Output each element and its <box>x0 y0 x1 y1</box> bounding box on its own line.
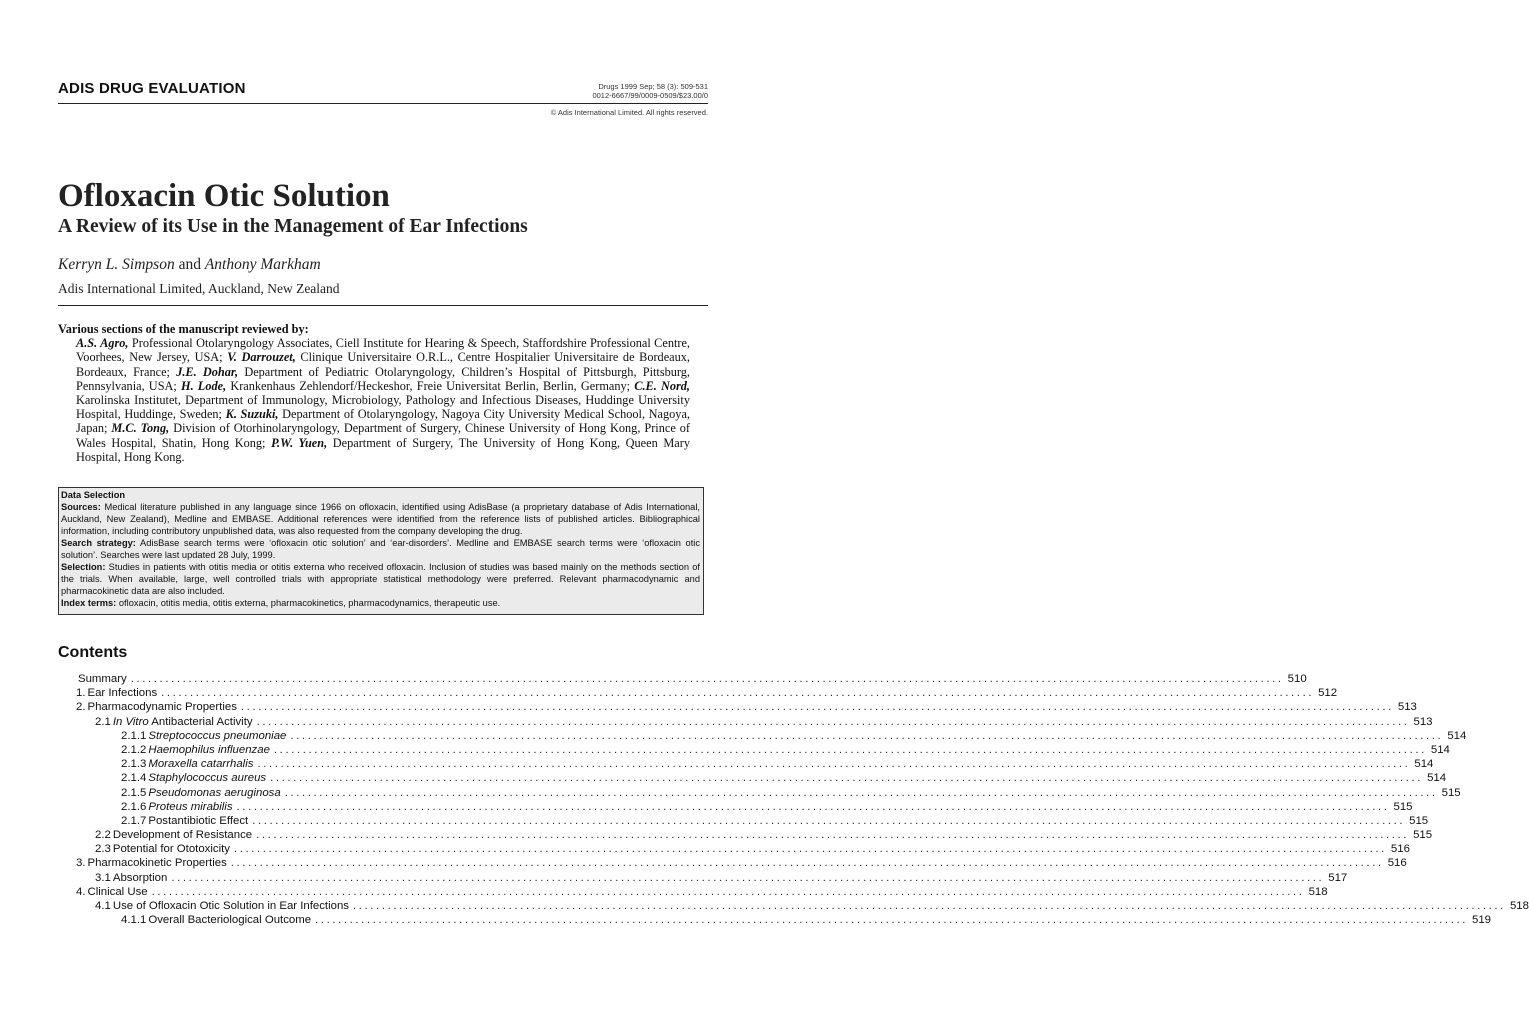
toc-dot-leader: ........................................................................................................................................................................................................ <box>353 900 1506 912</box>
toc-entry[interactable] <box>76 772 1447 786</box>
toc-entry-number: 2.1.6 <box>121 800 147 813</box>
toc-entry-text: Development of Resistance <box>112 829 253 842</box>
toc-entry[interactable] <box>76 829 1433 843</box>
toc-entry[interactable] <box>76 885 1328 900</box>
toc-entry-italic-text: Moraxella catarrhalis <box>148 758 254 771</box>
toc-entry-title <box>86 687 158 699</box>
toc-entry-page: 516 <box>1387 857 1407 870</box>
toc-entry-text: Absorption <box>112 871 168 884</box>
toc-dot-leader: ........................................................................................................................................................................................................ <box>233 843 1387 856</box>
toc-entry-page: 519 <box>1471 914 1491 927</box>
toc-entry-page: 515 <box>1409 814 1429 827</box>
sources-label: Sources: <box>61 502 101 512</box>
toc-entry[interactable] <box>76 871 1348 886</box>
toc-entry-page: 515 <box>1393 800 1413 813</box>
sources-paragraph <box>61 501 700 537</box>
toc-entry-number: 1. <box>76 687 86 700</box>
citation-block <box>592 82 708 100</box>
index-terms-text: ofloxacin, otitis media, otitis externa, pharmacokinetics, pharmacodynamics, therapeutic use. <box>116 598 501 608</box>
toc-dot-leader: ........................................................................................................................................................................................................ <box>315 914 1468 927</box>
toc-entry-title <box>111 843 230 855</box>
toc-entry-title <box>86 886 148 898</box>
toc-entry-title <box>146 772 266 784</box>
toc-entry-number: 2.1.4 <box>121 772 147 785</box>
toc-entry-title <box>146 801 232 813</box>
toc-entry[interactable] <box>76 814 1429 829</box>
title-rule <box>58 305 708 306</box>
table-of-contents <box>76 673 1529 928</box>
reviewer-name: M.C. Tong, <box>111 421 170 436</box>
reviewer-affiliation: Krankenhaus Zehlendorf/Heckeshor, Freie Universitat Berlin, Berlin, Germany; <box>226 378 635 393</box>
toc-entry-text: Overall Bacteriological Outcome <box>148 914 312 927</box>
search-strategy-paragraph <box>61 537 700 561</box>
toc-entry-title <box>111 829 252 841</box>
toc-entry-number: 2.1.3 <box>121 758 147 771</box>
index-terms-label: Index terms: <box>61 598 117 608</box>
reviewers-section <box>58 322 690 464</box>
author-line <box>58 256 321 274</box>
toc-entry-page: 517 <box>1328 871 1348 884</box>
toc-entry-title <box>146 914 311 926</box>
toc-entry-number: 2.1 <box>95 715 111 728</box>
toc-entry-number: 3.1 <box>95 871 111 884</box>
journal-series-title: ADIS DRUG EVALUATION <box>58 80 246 97</box>
toc-entry-number: 2.3 <box>95 843 111 856</box>
toc-dot-leader: ........................................................................................................................................................................................................ <box>171 871 1325 884</box>
data-selection-box <box>58 487 704 615</box>
reviewer-affiliation: Karolinska Institutet, Department of Immunology, Microbiology, Pathology and Infectious Diseases, Huddinge University Hospital, Huddinge, Sweden; <box>76 393 690 422</box>
toc-entry-number: 2.1.7 <box>121 814 147 827</box>
reviewer-name: C.E. Nord, <box>634 378 691 393</box>
reviewer-name: P.W. Yuen, <box>271 435 328 450</box>
reviewer-affiliation: Department of Pediatric Otolaryngology, Children’s Hospital of Pittsburgh, Pittsburg, Pennsylvania, USA; <box>76 364 690 393</box>
toc-entry-number: 4. <box>76 885 86 898</box>
selection-text: Studies in patients with otitis media or otitis externa who received ofloxacin. Inclusion of studies was based mainly on the methods section of the trials. When available, large, well controlled trials with appropriate statistical methodology were preferred. Relevant pharmacodynamic and pharmacokinetic data are also included. <box>61 562 700 596</box>
toc-entry-italic-text: Pseudomonas aeruginosa <box>148 786 281 799</box>
toc-entry[interactable] <box>76 786 1461 801</box>
toc-entry-italic-text: Proteus mirabilis <box>148 800 233 813</box>
search-strategy-label: Search strategy: <box>61 538 136 548</box>
toc-dot-leader: ........................................................................................................................................................................................................ <box>270 772 1424 785</box>
toc-entry-italic-text: Haemophilus influenzae <box>148 743 270 756</box>
toc-entry-number: 4.1 <box>95 900 111 912</box>
toc-dot-leader: ........................................................................................................................................................................................................ <box>273 743 1427 756</box>
toc-entry-title <box>111 900 349 912</box>
toc-entry-number: 4.1.1 <box>121 914 147 927</box>
toc-dot-leader: ........................................................................................................................................................................................................ <box>252 814 1406 827</box>
search-strategy-text: AdisBase search terms were ‘ofloxacin otic solution’ and ‘ear-disorders’. Medline and EMBASE search terms were ‘ofloxacin otic solution’. Searches were last updated 28 July, 1999. <box>61 538 700 560</box>
author-conjunction: and <box>178 256 201 273</box>
reviewers-list <box>58 336 690 464</box>
toc-entry-page: 512 <box>1318 687 1338 700</box>
reviewer-name: J.E. Dohar, <box>176 364 239 379</box>
toc-entry[interactable] <box>76 857 1407 871</box>
toc-entry[interactable] <box>76 715 1433 730</box>
toc-entry-page: 514 <box>1427 772 1447 785</box>
toc-dot-leader: ........................................................................................................................................................................................................ <box>257 758 1411 771</box>
toc-entry-text: Postantibiotic Effect <box>148 814 249 827</box>
toc-entry-page: 516 <box>1390 843 1410 856</box>
toc-entry[interactable] <box>76 729 1467 744</box>
toc-dot-leader: ........................................................................................................................................................................................................ <box>256 715 1410 728</box>
toc-entry[interactable] <box>76 673 1307 687</box>
author-name: Kerryn L. Simpson <box>58 256 175 273</box>
toc-entry-page: 514 <box>1430 743 1450 756</box>
sources-text: Medical literature published in any language since 1966 on ofloxacin, identified using AdisBase (a proprietary database of Adis International, Auckland, New Zealand), Medline and EMBASE. Additional references were identified from the reference lists of published articles. Bibliographical information, including contributory unpublished data, was also requested from the company developing the drug. <box>61 502 700 536</box>
reviewer-name: A.S. Agro, <box>76 336 129 351</box>
toc-entry-page: 514 <box>1414 758 1434 771</box>
toc-entry-page: 510 <box>1287 673 1307 685</box>
toc-entry-number: 2.1.5 <box>121 786 147 799</box>
selection-paragraph <box>61 561 700 597</box>
issn: 0012-6667/99/0009-0509/$23.00/0 <box>592 91 708 100</box>
toc-entry[interactable] <box>76 914 1491 928</box>
article-subtitle: A Review of its Use in the Management of Ear Infections <box>58 216 528 237</box>
toc-entry[interactable] <box>76 800 1413 815</box>
toc-entry-page: 515 <box>1441 786 1461 799</box>
reviewer-name: K. Suzuki, <box>225 407 279 422</box>
toc-entry-title <box>86 857 227 869</box>
toc-entry-text: Ear Infections <box>87 687 158 700</box>
reviewers-heading: Various sections of the manuscript reviewed by: <box>58 322 309 336</box>
index-terms-paragraph <box>61 597 700 609</box>
toc-entry-title <box>146 787 280 799</box>
toc-dot-leader: ........................................................................................................................................................................................................ <box>230 857 1384 870</box>
selection-label: Selection: <box>61 562 106 572</box>
toc-entry-italic-text: In Vitro <box>112 715 149 728</box>
toc-entry-text: Clinical Use <box>87 885 148 898</box>
toc-entry[interactable] <box>76 687 1338 701</box>
toc-entry-text: Summary <box>78 673 127 685</box>
toc-dot-leader: ........................................................................................................................................................................................................ <box>284 786 1438 799</box>
reviewer-affiliation: Division of Otorhinolaryngology, Department of Surgery, Chinese University of Hong Kong, Prince of Wales Hospital, Shatin, Hong Kong; <box>76 421 690 450</box>
toc-entry[interactable] <box>76 900 1529 914</box>
toc-entry-text: Pharmacodynamic Properties <box>87 701 237 714</box>
toc-entry-text: Use of Ofloxacin Otic Solution in Ear Infections <box>112 900 349 912</box>
toc-entry-title <box>76 673 127 685</box>
toc-entry[interactable] <box>76 743 1450 758</box>
toc-entry-number: 2.2 <box>95 829 111 842</box>
header-rule <box>58 103 708 104</box>
toc-entry-number: 2.1.2 <box>121 743 147 756</box>
toc-entry-page: 514 <box>1447 729 1467 742</box>
toc-entry[interactable] <box>76 701 1417 715</box>
toc-dot-leader: ........................................................................................................................................................................................................ <box>290 729 1444 742</box>
toc-entry-page: 513 <box>1397 701 1417 714</box>
reviewer-name: H. Lode, <box>181 378 227 393</box>
toc-entry-italic-text: Streptococcus pneumoniae <box>148 729 287 742</box>
toc-entry-number: 2. <box>76 701 86 714</box>
copyright-notice: © Adis International Limited. All rights reserved. <box>550 108 708 117</box>
citation: Drugs 1999 Sep; 58 (3): 509-531 <box>598 82 708 91</box>
toc-dot-leader: ........................................................................................................................................................................................................ <box>236 800 1390 813</box>
author-affiliation: Adis International Limited, Auckland, New Zealand <box>58 281 340 296</box>
toc-entry-page: 518 <box>1308 885 1328 898</box>
reviewer-name: V. Darrouzet, <box>227 350 296 365</box>
reviewer-affiliation: Clinique Universitaire O.R.L., Centre Hospitalier Universitaire de Bordeaux, Bordeaux, France; <box>76 350 690 379</box>
toc-entry-italic-text: Staphylococcus aureus <box>148 772 267 785</box>
toc-entry-number: 3. <box>76 857 86 870</box>
toc-entry-title <box>146 730 286 742</box>
toc-dot-leader: ........................................................................................................................................................................................................ <box>130 673 1284 685</box>
data-selection-heading: Data Selection <box>61 490 126 500</box>
toc-dot-leader: ........................................................................................................................................................................................................ <box>256 829 1410 842</box>
toc-dot-leader: ........................................................................................................................................................................................................ <box>151 885 1305 898</box>
reviewer-affiliation: Department of Otolaryngology, Nagoya City University Medical School, Nagoya, Japan; <box>76 407 690 436</box>
author-name: Anthony Markham <box>204 256 321 273</box>
toc-entry-title <box>111 872 167 884</box>
toc-entry-title <box>146 815 248 827</box>
toc-entry-text: Pharmacokinetic Properties <box>87 857 227 870</box>
toc-entry-text: Antibacterial Activity <box>148 715 253 728</box>
toc-entry-title <box>146 758 253 770</box>
reviewer-affiliation: Department of Surgery, The University of Hong Kong, Queen Mary Hospital, Hong Kong. <box>76 435 690 464</box>
toc-entry[interactable] <box>76 758 1434 772</box>
toc-entry-title <box>111 716 253 728</box>
toc-entry-title <box>86 701 237 713</box>
reviewer-affiliation: Professional Otolaryngology Associates, Ciell Institute for Hearing & Speech, Staffordshire Professional Centre, Voorhees, New Jersey, USA; <box>76 336 691 365</box>
toc-entry-title <box>146 744 270 756</box>
article-title: Ofloxacin Otic Solution <box>58 178 390 214</box>
toc-dot-leader: ........................................................................................................................................................................................................ <box>240 701 1394 714</box>
toc-entry-page: 518 <box>1509 900 1529 912</box>
toc-entry-page: 515 <box>1413 829 1433 842</box>
toc-entry-number: 2.1.1 <box>121 729 147 742</box>
toc-entry-page: 513 <box>1413 715 1433 728</box>
toc-entry[interactable] <box>76 843 1410 857</box>
toc-entry-text: Potential for Ototoxicity <box>112 843 230 856</box>
toc-dot-leader: ........................................................................................................................................................................................................ <box>161 687 1315 700</box>
contents-heading: Contents <box>58 644 128 661</box>
